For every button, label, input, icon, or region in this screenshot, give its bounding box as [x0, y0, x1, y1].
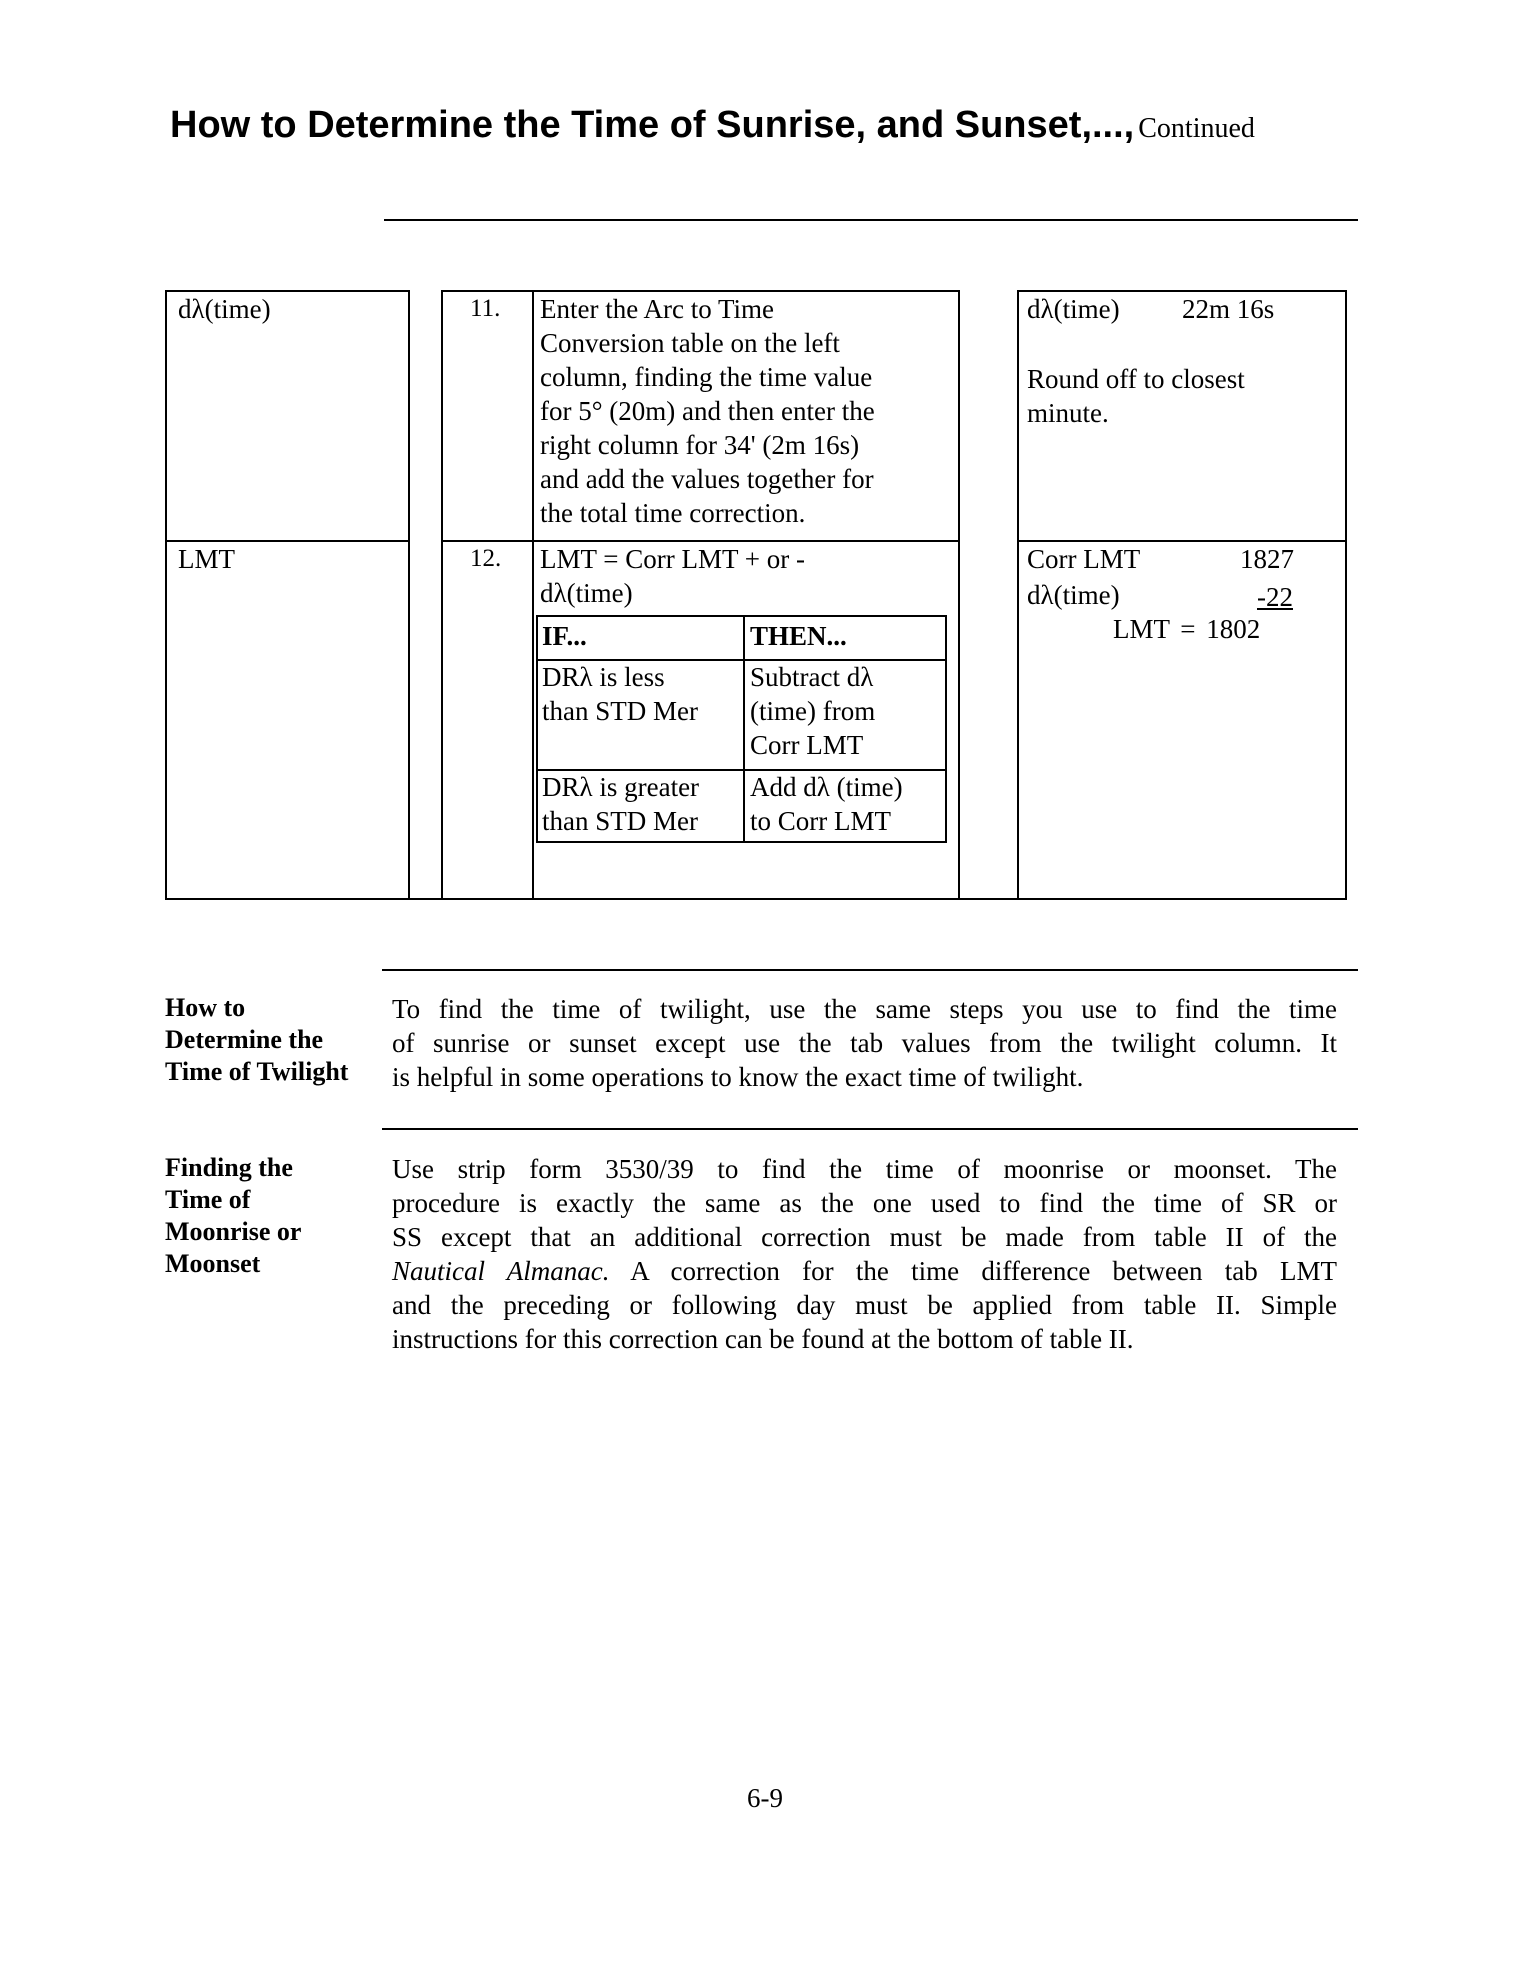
decision-table-divider	[743, 615, 745, 843]
action-line: right column for 34' (2m 16s)	[540, 430, 860, 460]
page-title-text: How to Determine the Time of Sunrise, and Sunset,...,	[170, 104, 1135, 146]
body-line: and the preceding or following day must be applied from table II. Simple	[392, 1290, 1337, 1320]
then-line: (time) from	[750, 696, 876, 726]
row-12-dl-value: -22	[1257, 582, 1293, 612]
heading-line: How to	[165, 993, 246, 1022]
twilight-rule	[382, 969, 1358, 971]
row-11-step: 11.	[470, 295, 501, 322]
heading-rule	[384, 219, 1358, 221]
then-line: Subtract dλ	[750, 662, 874, 692]
if-line: DRλ is less	[542, 662, 665, 692]
body-line: is helpful in some operations to know the exact time of twilight.	[392, 1062, 1084, 1092]
body-line: instructions for this correction can be found at the bottom of table II.	[392, 1324, 1134, 1354]
row-11-example-note	[1027, 362, 1245, 430]
heading-line: Time of Twilight	[165, 1057, 349, 1086]
body-line: SS except that an additional correction must be made from table II of the	[392, 1222, 1337, 1252]
if-line: DRλ is greater	[542, 772, 700, 802]
row-12-result: LMT = 1802	[1113, 614, 1261, 644]
heading-line: Determine the	[165, 1025, 324, 1054]
row-11-example-value: 22m 16s	[1182, 294, 1275, 324]
body-line: of sunrise or sunset except use the tab values from the twilight column. It	[392, 1028, 1337, 1058]
page-number: 6-9	[747, 1783, 783, 1813]
row-12-action	[540, 542, 805, 610]
body-line: Use strip form 3530/39 to find the time of moonrise or moonset. The	[392, 1154, 1337, 1184]
twilight-heading	[165, 992, 348, 1088]
action-line: Conversion table on the left	[540, 328, 840, 358]
row-12-label: LMT	[178, 544, 235, 574]
row-12-corr-label: Corr LMT	[1027, 544, 1141, 574]
page-title	[170, 104, 1255, 147]
body-text: A correction for the time difference between tab LMT	[609, 1256, 1337, 1286]
body-line: To find the time of twilight, use the same steps you use to find the time	[392, 994, 1337, 1024]
heading-line: Moonrise or	[165, 1217, 302, 1246]
moonrise-rule	[382, 1128, 1358, 1130]
twilight-body	[392, 992, 1337, 1094]
row-11-label: dλ(time)	[178, 294, 271, 324]
col-line-6	[1017, 290, 1019, 900]
col-line-2	[408, 290, 410, 900]
col-line-4	[532, 290, 534, 900]
table-bottom	[165, 898, 1347, 900]
heading-line: Moonset	[165, 1249, 261, 1278]
if-line: than STD Mer	[542, 696, 698, 726]
then-line: to Corr LMT	[750, 806, 891, 836]
almanac-title: Nautical Almanac.	[392, 1256, 610, 1286]
action-line: Enter the Arc to Time	[540, 294, 774, 324]
col-line-7	[1345, 290, 1347, 900]
col-line-1	[165, 290, 167, 900]
moonrise-body	[392, 1152, 1337, 1356]
col-line-5	[958, 290, 960, 900]
then-line: Corr LMT	[750, 730, 864, 760]
then-line: Add dλ (time)	[750, 772, 903, 802]
note-line: minute.	[1027, 398, 1109, 428]
row-12-dl-label: dλ(time)	[1027, 580, 1120, 610]
action-line: for 5° (20m) and then enter the	[540, 396, 875, 426]
row-11-example-label: dλ(time)	[1027, 294, 1120, 324]
heading-line: Time of	[165, 1185, 251, 1214]
action-line: and add the values together for	[540, 464, 874, 494]
action-line: column, finding the time value	[540, 362, 873, 392]
row-11-action	[540, 292, 875, 530]
decision-then-header: THEN...	[750, 621, 847, 651]
heading-line: Finding the	[165, 1153, 293, 1182]
decision-if-cell	[542, 660, 698, 728]
action-line: LMT = Corr LMT + or -	[540, 544, 805, 574]
col-line-3	[441, 290, 443, 900]
moonrise-heading	[165, 1152, 301, 1280]
if-line: than STD Mer	[542, 806, 698, 836]
body-line	[392, 1254, 1337, 1288]
decision-if-header: IF...	[542, 621, 587, 651]
action-line: dλ(time)	[540, 578, 633, 608]
decision-if-cell	[542, 770, 699, 838]
row-12-step: 12.	[470, 545, 502, 572]
decision-then-cell	[750, 770, 903, 838]
body-line: procedure is exactly the same as the one used to find the time of SR or	[392, 1188, 1337, 1218]
action-line: the total time correction.	[540, 498, 806, 528]
decision-then-cell	[750, 660, 875, 762]
continued-label: Continued	[1138, 113, 1255, 144]
note-line: Round off to closest	[1027, 364, 1245, 394]
row-12-corr-value: 1827	[1240, 544, 1294, 574]
